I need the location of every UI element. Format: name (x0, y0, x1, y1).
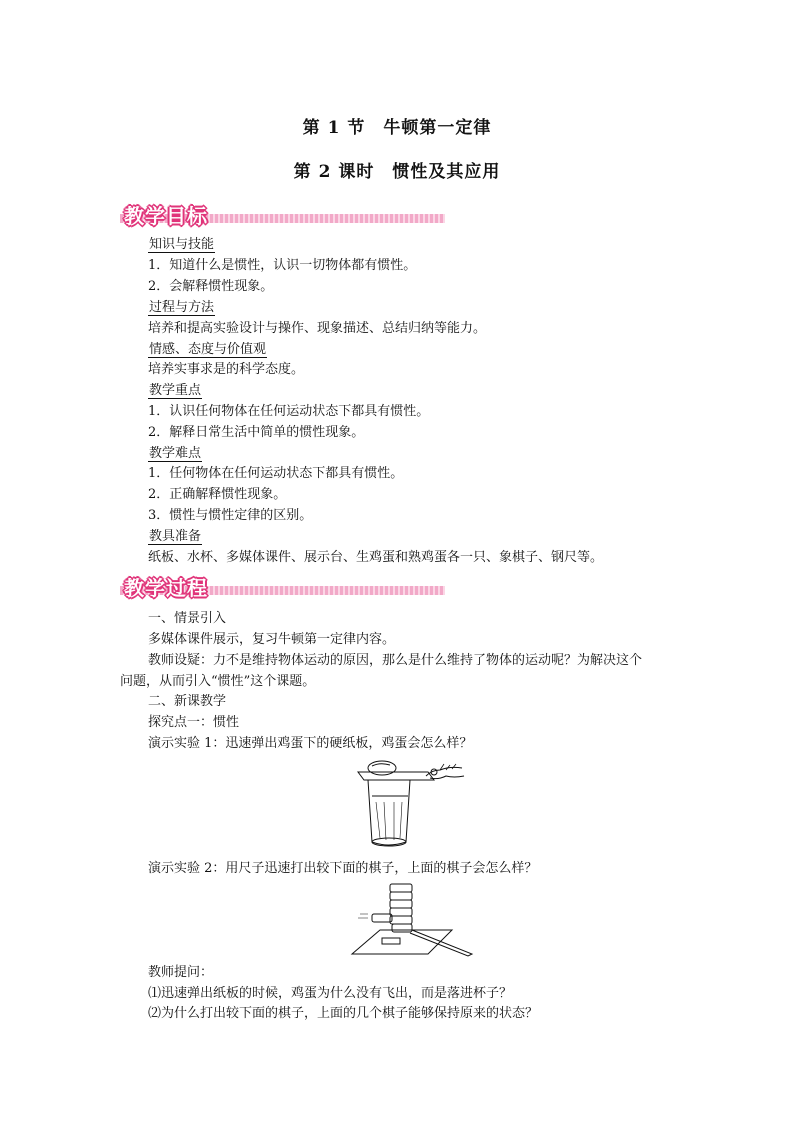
table-surface (352, 930, 452, 954)
ruler (410, 930, 472, 956)
process-paragraph-6: 演示实验 1：迅速弹出鸡蛋下的硬纸板，鸡蛋会怎么样？ (148, 736, 473, 751)
chess-piece (392, 924, 412, 932)
egg (368, 761, 396, 775)
key-points-heading: 教学重点 (149, 383, 202, 398)
knowledge-heading: 知识与技能 (149, 237, 215, 252)
process-banner (120, 574, 445, 598)
difficult-point-2: 2．正确解释惯性现象。 (148, 487, 287, 502)
process-paragraph-3a: 教师设疑：力不是维持物体运动的原因，那么是什么维持了物体的运动呢？为解决这个 (148, 653, 643, 668)
chess-piece (390, 916, 412, 924)
process-banner-label: 教学过程 (124, 576, 208, 600)
tools-item-1: 纸板、水杯、多媒体课件、展示台、生鸡蛋和熟鸡蛋各一只、象棋子、钢尺等。 (148, 550, 604, 565)
attitude-heading: 情感、态度与价值观 (149, 342, 267, 357)
egg-cardboard-glass-figure (350, 758, 470, 852)
attitude-item-1: 培养实事求是的科学态度。 (148, 362, 305, 377)
key-point-1: 1．认识任何物体在任何运动状态下都具有惯性。 (148, 404, 430, 419)
chess-stack-ruler-figure (350, 878, 476, 960)
chess-piece (390, 892, 412, 900)
section-title: 第 1 节 牛顿第一定律 (302, 118, 492, 138)
process-heading: 过程与方法 (149, 300, 215, 315)
process-item-1: 培养和提高实验设计与操作、现象描述、总结归纳等能力。 (148, 321, 487, 336)
lesson-title: 第 2 课时 惯性及其应用 (293, 162, 501, 182)
chess-piece (390, 884, 412, 892)
process-paragraph-7: 演示实验 2：用尺子迅速打出较下面的棋子，上面的棋子会怎么样？ (148, 861, 538, 876)
objectives-banner-label: 教学目标 (124, 204, 208, 228)
difficult-point-1: 1．任何物体在任何运动状态下都具有惯性。 (148, 466, 404, 481)
process-paragraph-3b: 问题，从而引入“惯性”这个课题。 (120, 674, 316, 689)
chess-piece (390, 900, 412, 908)
process-paragraph-2: 多媒体课件展示，复习牛顿第一定律内容。 (148, 632, 396, 647)
difficult-points-heading: 教学难点 (149, 446, 202, 461)
cardboard (358, 772, 434, 780)
chess-piece (390, 908, 412, 916)
knowledge-item-2: 2．会解释惯性现象。 (148, 279, 274, 294)
key-point-2: 2．解释日常生活中简单的惯性现象。 (148, 425, 365, 440)
process-question-1: ⑴迅速弹出纸板的时候，鸡蛋为什么没有飞出，而是落进杯子？ (148, 986, 513, 1001)
process-paragraph-5: 探究点一：惯性 (148, 715, 240, 730)
objectives-banner (120, 202, 445, 226)
process-paragraph-8: 教师提问： (148, 965, 214, 980)
knowledge-item-1: 1．知道什么是惯性，认识一切物体都有惯性。 (148, 258, 417, 273)
flying-chess-piece (372, 914, 392, 922)
glass (368, 780, 410, 845)
process-paragraph-1: 一、情景引入 (148, 611, 227, 626)
tools-heading: 教具准备 (149, 529, 202, 544)
difficult-point-3: 3．惯性与惯性定律的区别。 (148, 508, 313, 523)
process-paragraph-4: 二、新课教学 (148, 694, 227, 709)
process-question-2: ⑵为什么打出较下面的棋子，上面的几个棋子能够保持原来的状态？ (148, 1006, 539, 1021)
